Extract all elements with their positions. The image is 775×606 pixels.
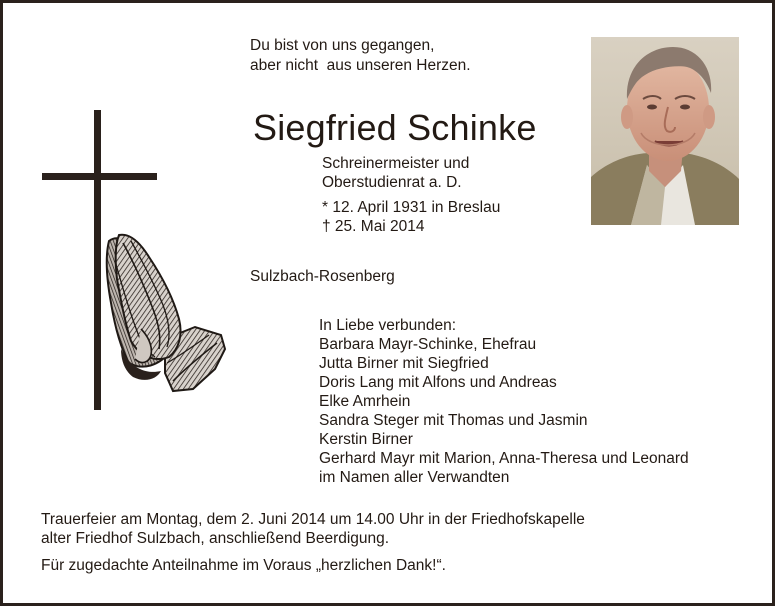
cross-horizontal-bar bbox=[42, 173, 157, 180]
funeral-line: alter Friedhof Sulzbach, anschließend Beerdigung. bbox=[41, 530, 390, 547]
life-dates bbox=[322, 198, 500, 236]
mourners-list bbox=[319, 316, 689, 487]
death-date: † 25. Mai 2014 bbox=[322, 218, 425, 235]
quote-line: aber nicht aus unseren Herzen. bbox=[250, 57, 471, 74]
place: Sulzbach-Rosenberg bbox=[250, 268, 395, 285]
cross-vertical-bar bbox=[94, 110, 101, 410]
funeral-details bbox=[41, 510, 585, 548]
profession-line: Oberstudienrat a. D. bbox=[322, 174, 462, 191]
mourner-line: Elke Amrhein bbox=[319, 393, 411, 410]
mourner-line: Gerhard Mayr mit Marion, Anna-Theresa und Leonard bbox=[319, 450, 689, 467]
profession-line: Schreinermeister und bbox=[322, 155, 470, 172]
thanks-note: Für zugedachte Anteilnahme im Voraus „herzlichen Dank!“. bbox=[41, 557, 446, 574]
birth-date: * 12. April 1931 in Breslau bbox=[322, 199, 501, 216]
mourner-line: Jutta Birner mit Siegfried bbox=[319, 355, 489, 372]
portrait-photo bbox=[591, 37, 739, 225]
mourners-heading: In Liebe verbunden: bbox=[319, 317, 457, 334]
praying-hands-icon bbox=[103, 231, 227, 396]
mourner-line: Kerstin Birner bbox=[319, 431, 413, 448]
profession bbox=[322, 154, 469, 192]
memorial-quote bbox=[250, 36, 471, 76]
deceased-name: Siegfried Schinke bbox=[253, 107, 537, 148]
mourner-line: Sandra Steger mit Thomas und Jasmin bbox=[319, 412, 588, 429]
quote-line: Du bist von uns gegangen, bbox=[250, 37, 435, 54]
mourner-line: Doris Lang mit Alfons und Andreas bbox=[319, 374, 557, 391]
mourner-line: im Namen aller Verwandten bbox=[319, 469, 510, 486]
mourner-line: Barbara Mayr-Schinke, Ehefrau bbox=[319, 336, 537, 353]
funeral-line: Trauerfeier am Montag, dem 2. Juni 2014 um 14.00 Uhr in der Friedhofskapelle bbox=[41, 511, 585, 528]
